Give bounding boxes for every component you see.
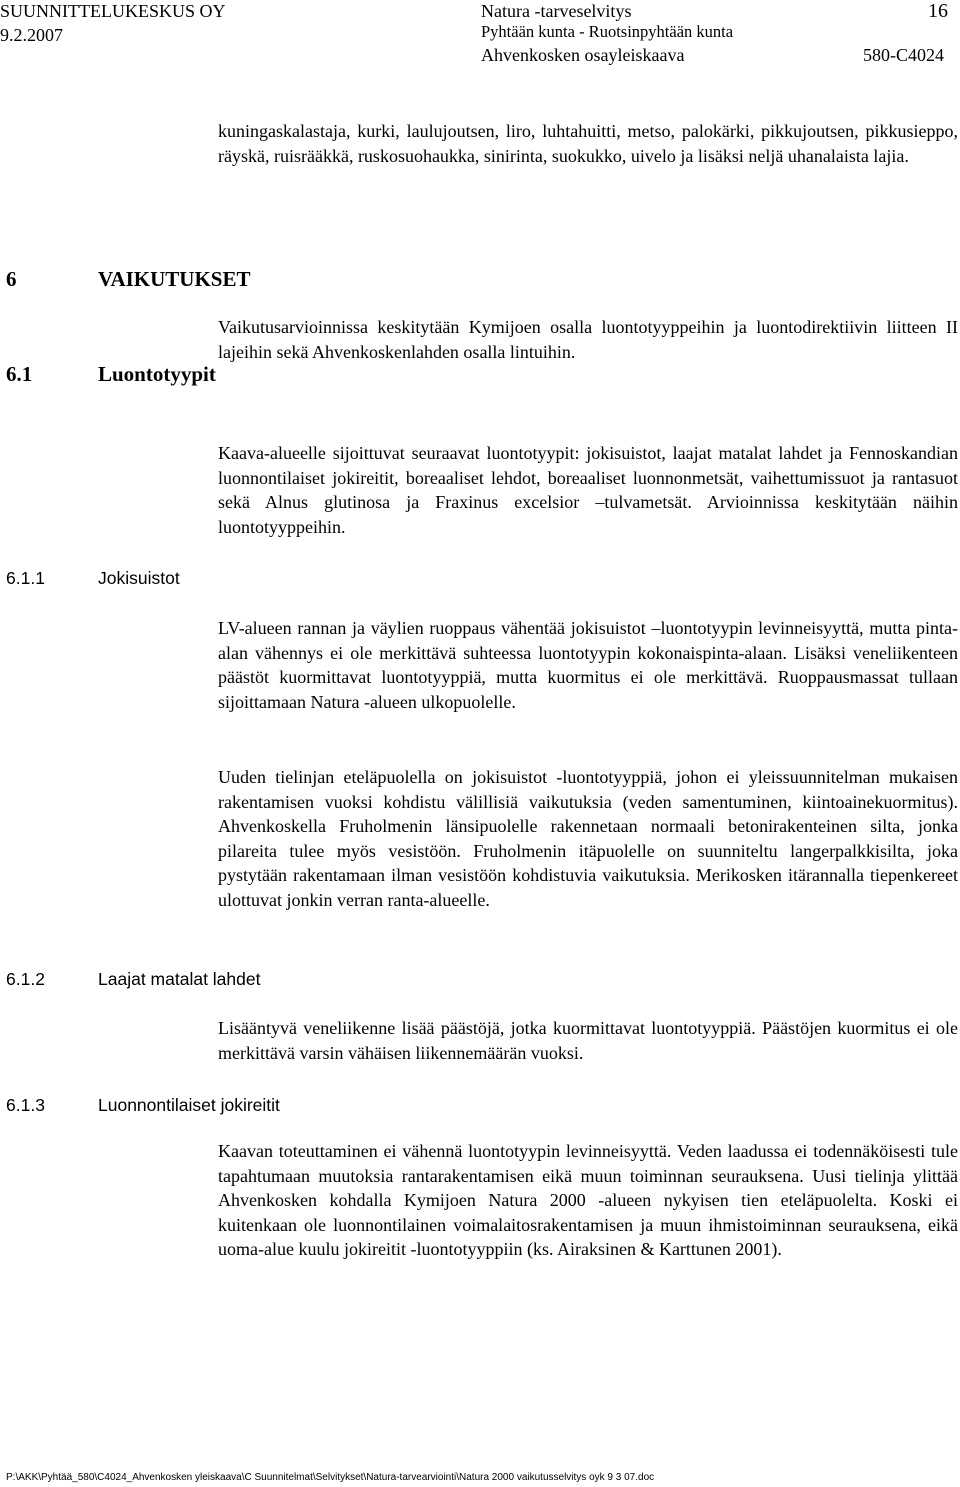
section-6-1-1-title: Jokisuistot: [98, 568, 180, 588]
section-6-1-title: Luontotyypit: [98, 362, 216, 386]
section-6-1-text: Kaava-alueelle sijoittuvat seuraavat luontotyypit: jokisuistot, laajat matalat lahdet ja Fennoskandian luonnontilaiset jokireitit, boreaaliset lehdot, boreaaliset luonnonmetsät, vaihettumissuot ja rantasuot sekä Alnus glutinosa ja Fraxinus excelsior –tulvametsät. Arvioinnissa keskitytään näihin luontotyyppeihin.: [218, 443, 958, 537]
section-6-text: Vaikutusarvioinnissa keskitytään Kymijoen osalla luontotyyppeihin ja luontodirektiivin liitteen II lajeihin sekä Ahvenkoskenlahden osalla lintuihin.: [218, 317, 958, 362]
page-number: 16: [928, 0, 948, 22]
report-title: Natura -tarveselvitys: [481, 1, 632, 21]
section-6-number: 6: [6, 267, 17, 291]
company-name: SUUNNITTELUKESKUS OY: [0, 1, 226, 21]
section-6-1-3-number: 6.1.3: [6, 1095, 45, 1115]
project-code: 580-C4024: [863, 45, 944, 65]
section-6-1-3-title: Luonnontilaiset jokireitit: [98, 1095, 280, 1115]
section-6-1-1-text-1: LV-alueen rannan ja väylien ruoppaus vähentää jokisuistot –luontotyypin levinneisyyttä, mutta pinta-alan vähennys ei ole merkittävä suhteessa luontotyypin kokonaispinta-alaan. Lisäksi veneliikenteen päästöt kuormittavat luontotyyppiä, mutta kuormitus ei ole merkittävä. Ruoppausmassat tullaan sijoittamaan Natura -alueen ulkopuolelle.: [218, 618, 958, 712]
section-6-1-1-text-2: Uuden tielinjan eteläpuolella on jokisuistot -luontotyyppiä, johon ei yleissuunnitelman mukaisen rakentamisen vuoksi kohdistu välillisiä vaikutuksia (veden samentuminen, kiintoainekuormitus). Ahvenkoskella Fruholmenin länsipuolelle rakennetaan normaali betonirakenteinen silta, jonka pilareita tulee myös vesistöön. Fruholmenin itäpuolelle on suunniteltu langerpalkkisilta, joka pystytään rakentamaan ilman vesistöön kohdistuvia vaikutuksia. Merikosken itärannalla tiepenkereet ulottuvat jonkin verran ranta-alueelle.: [218, 767, 958, 910]
footer-file-path: P:\AKK\Pyhtää_580\C4024_Ahvenkosken yleiskaava\C Suunnitelmat\Selvitykset\Natura-tarvearviointi\Natura 2000 vaikutusselvitys oyk 9 3 07.doc: [6, 1472, 655, 1483]
plan-name: Ahvenkosken osayleiskaava: [481, 45, 685, 65]
municipality-name: Pyhtään kunta - Ruotsinpyhtään kunta: [481, 22, 734, 41]
section-6-1-3-text: Kaavan toteuttaminen ei vähennä luontotyypin levinneisyyttä. Veden laadussa ei todennäköisesti tule tapahtumaan muutoksia rantarakentamisen eikä muun toiminnan seurauksena. Uusi tielinja ylittää Ahvenkosken kohdalla Kymijoen Natura 2000 -alueen nykyisen tien eteläpuolelta. Koski ei kuitenkaan ole luonnontilainen voimalaitosrakentamisen ja muun ihmistoiminnan seurauksena, eikä uoma-alue kuulu jokireitit -luontotyyppiin (ks. Airaksinen & Karttunen 2001).: [218, 1141, 958, 1259]
section-6-title: VAIKUTUKSET: [98, 267, 251, 291]
section-6-1-2-title: Laajat matalat lahdet: [98, 969, 261, 989]
section-6-1-1-number: 6.1.1: [6, 568, 45, 588]
section-6-1-2-text: Lisääntyvä veneliikenne lisää päästöjä, jotka kuormittavat luontotyyppiä. Päästöjen kuormitus ei ole merkittävä varsin vähäisen liikennemäärän vuoksi.: [218, 1018, 958, 1063]
section-6-1-number: 6.1: [6, 362, 33, 386]
document-date: 9.2.2007: [0, 25, 63, 45]
section-6-1-2-number: 6.1.2: [6, 969, 45, 989]
intro-paragraph: kuningaskalastaja, kurki, laulujoutsen, liro, luhtahuitti, metso, palokärki, pikkujoutsen, pikkusieppo, räyskä, ruisrääkkä, ruskosuohaukka, sinirinta, suokukko, uivelo ja lisäksi neljä uhanalaista lajia.: [218, 121, 958, 166]
